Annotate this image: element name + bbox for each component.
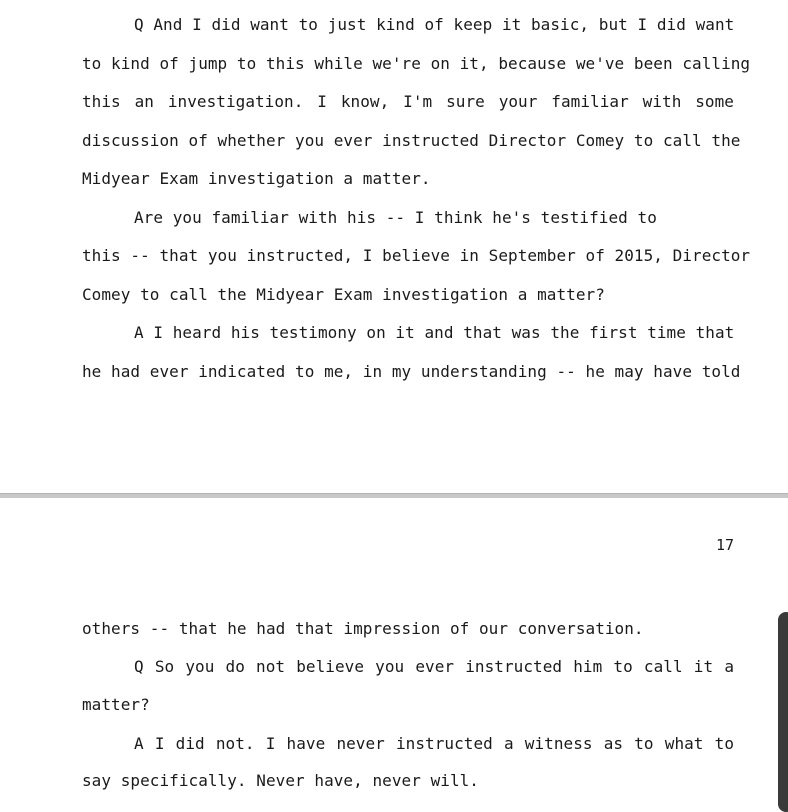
transcript-line: he had ever indicated to me, in my understanding -- he may have told — [82, 362, 741, 381]
transcript-line: Are you familiar with his -- I think he's testified to — [134, 208, 657, 227]
transcript-line: A I heard his testimony on it and that was the first time that — [134, 323, 735, 342]
transcript-line: this an investigation. I know, I'm sure your familiar with some — [82, 92, 734, 111]
transcript-line: discussion of whether you ever instructed Director Comey to call the — [82, 131, 741, 150]
transcript-line: this -- that you instructed, I believe in September of 2015, Director — [82, 246, 751, 265]
transcript-line: matter? — [82, 695, 150, 714]
transcript-line: Q And I did want to just kind of keep it basic, but I did want — [134, 15, 735, 34]
transcript-line: say specifically. Never have, never will. — [82, 771, 479, 790]
transcript-line: Q So you do not believe you ever instructed him to call it a — [134, 657, 734, 676]
page-number: 17 — [715, 536, 734, 554]
transcript-page-lower — [0, 498, 788, 800]
transcript-line: A I did not. I have never instructed a witness as to what to — [134, 734, 734, 753]
transcript-line: others -- that he had that impression of our conversation. — [82, 619, 644, 638]
transcript-line: Comey to call the Midyear Exam investigation a matter? — [82, 285, 605, 304]
transcript-line: Midyear Exam investigation a matter. — [82, 169, 431, 188]
scroll-handle[interactable] — [778, 612, 788, 812]
transcript-line: to kind of jump to this while we're on it, because we've been calling — [82, 54, 751, 73]
